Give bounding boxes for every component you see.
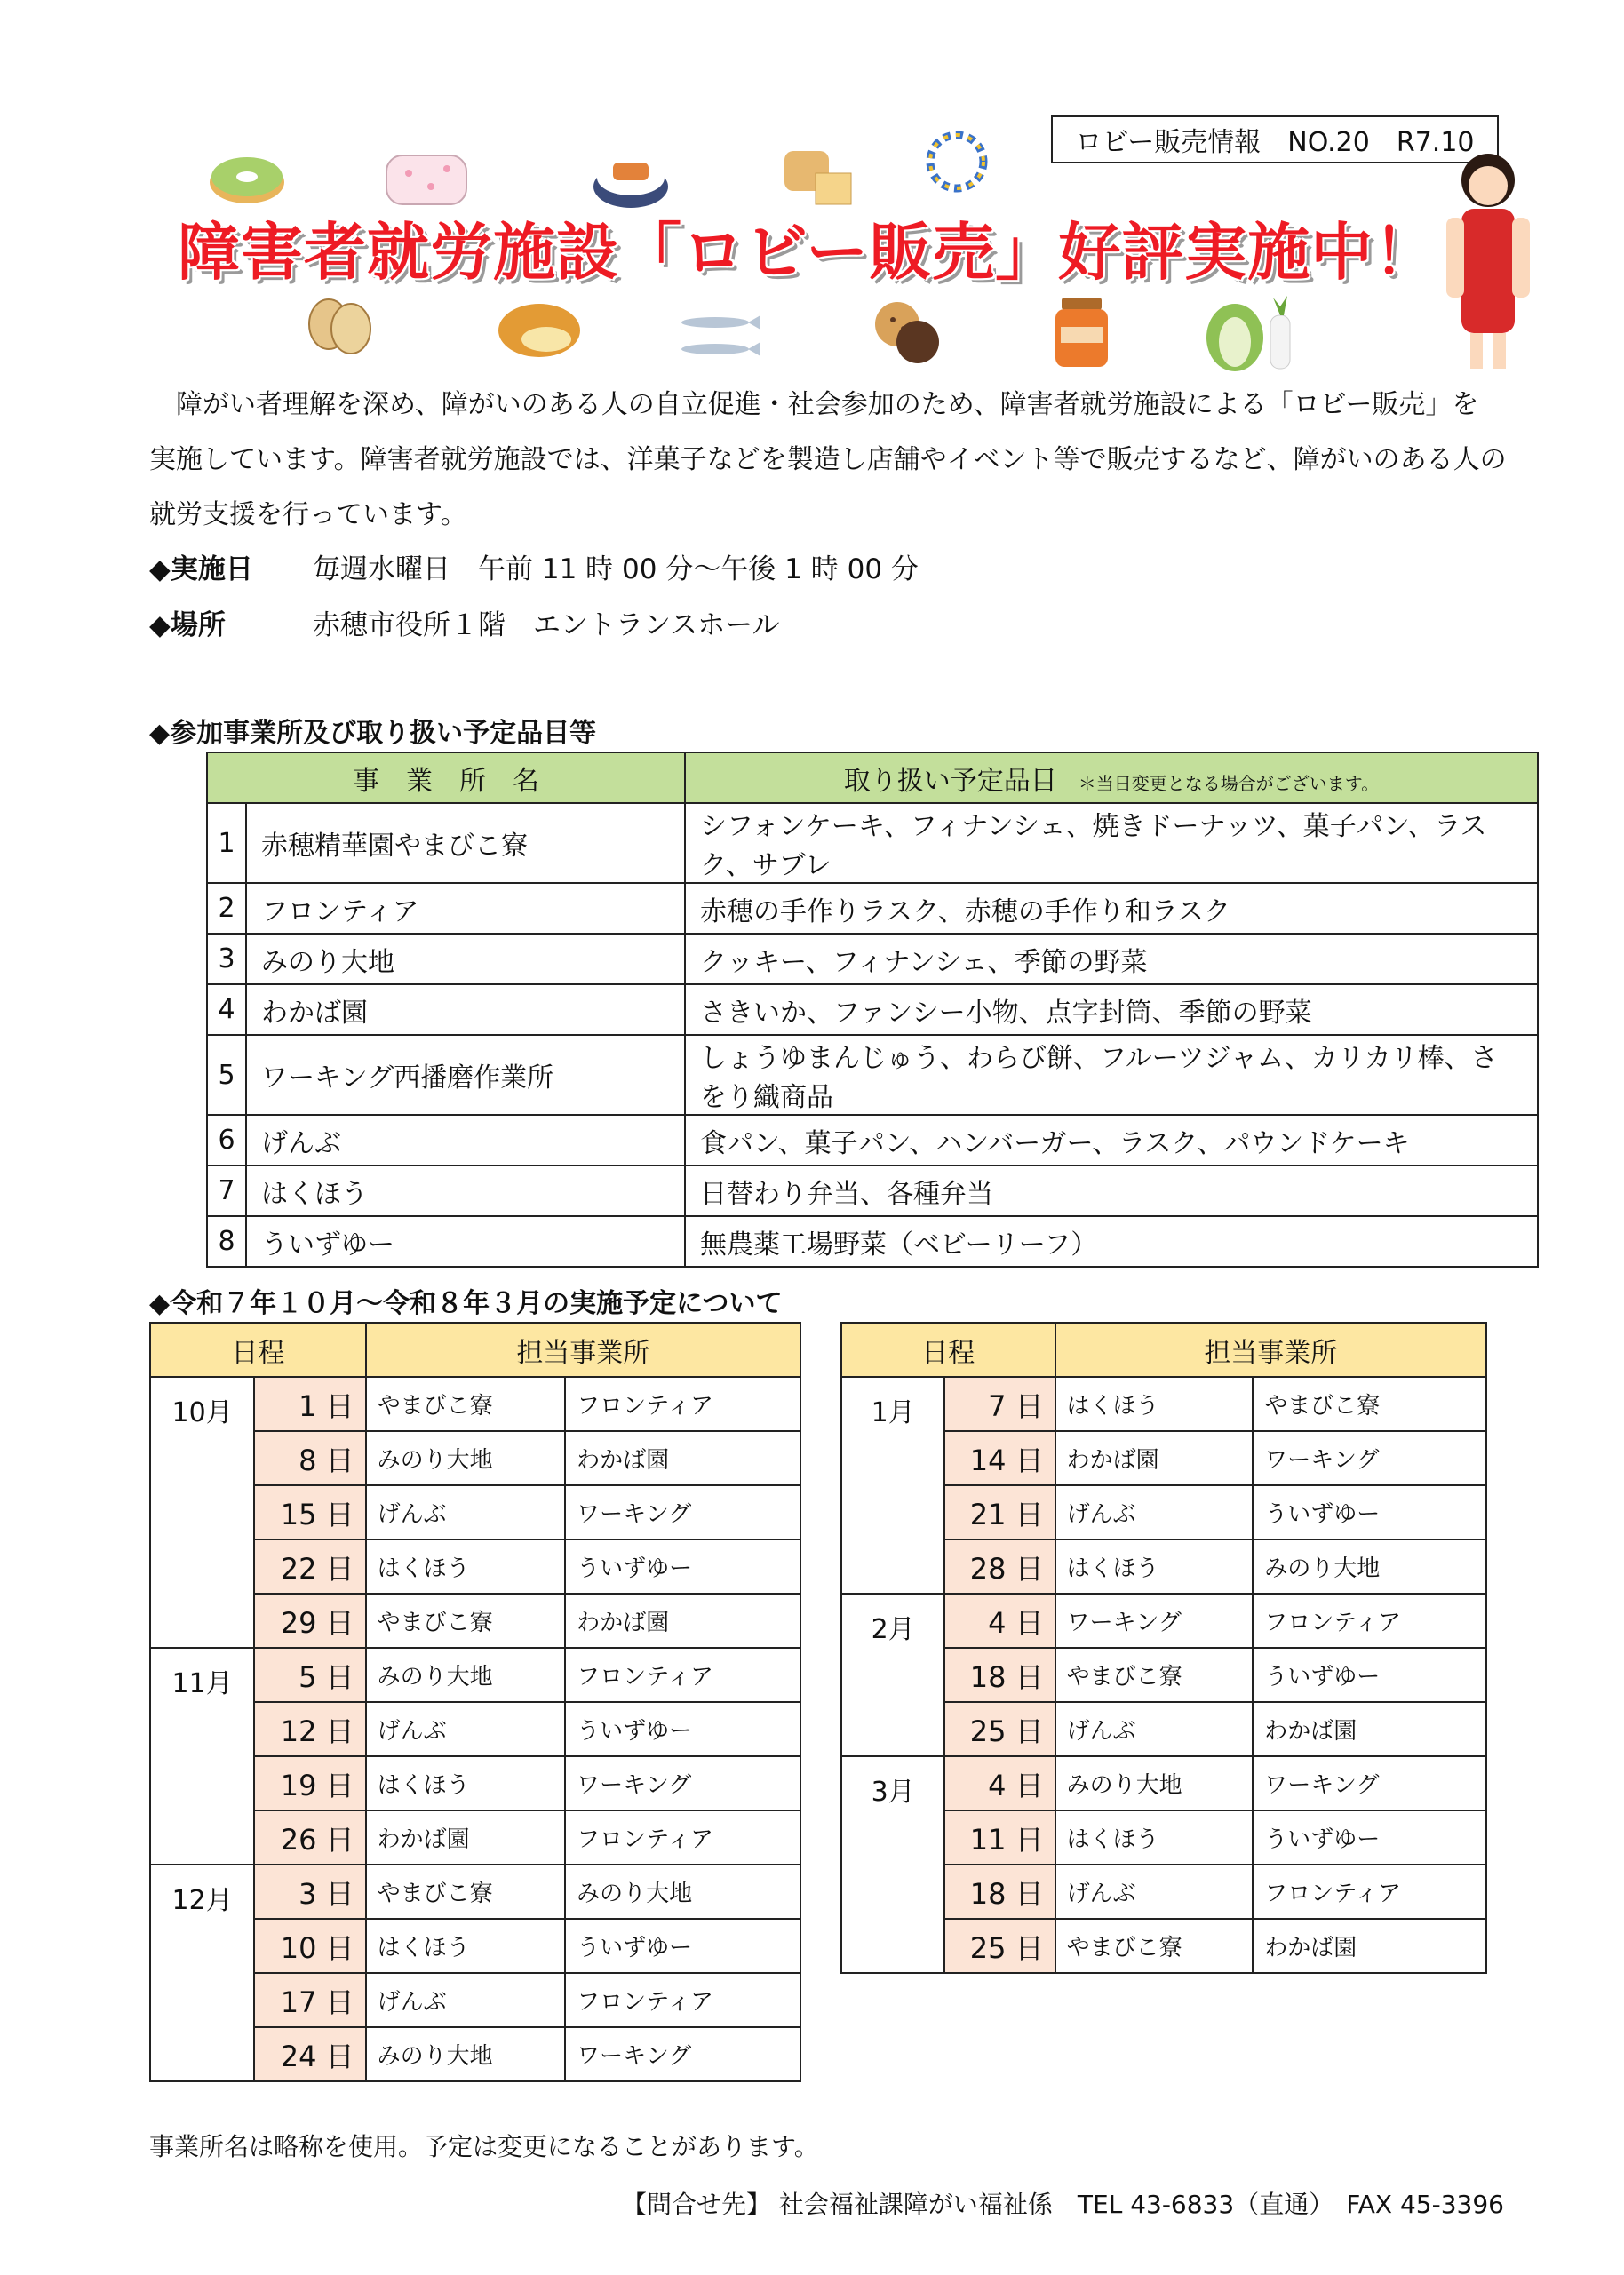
schedule-day: 28 日 bbox=[944, 1539, 1055, 1594]
schedule-day: 3 日 bbox=[254, 1865, 365, 1919]
schedule-row bbox=[150, 1865, 800, 1919]
vendor-row bbox=[207, 1115, 1538, 1165]
vendor-number: 4 bbox=[207, 984, 246, 1035]
vendor-row bbox=[207, 883, 1538, 934]
schedule-day: 10 日 bbox=[254, 1919, 365, 1973]
items-header-label: 取り扱い予定品目 bbox=[843, 765, 1057, 797]
vendor-items: しょうゆまんじゅう、わらび餅、フルーツジャム、カリカリ棒、さをり織商品 bbox=[685, 1035, 1538, 1115]
schedule-day: 17 日 bbox=[254, 1973, 365, 2027]
schedule-day: 24 日 bbox=[254, 2027, 365, 2081]
schedule-facility-b: みのり大地 bbox=[565, 1865, 800, 1919]
vendor-name: げんぶ bbox=[246, 1115, 685, 1165]
schedule-facility-b: ういずゆー bbox=[565, 1919, 800, 1973]
issue-info: ロビー販売情報 NO.20 R7.10 bbox=[1051, 115, 1499, 163]
schedule-day: 18 日 bbox=[944, 1648, 1055, 1702]
schedule-facility-a: はくほう bbox=[366, 1919, 565, 1973]
schedule-month: 11月 bbox=[150, 1648, 254, 1865]
schedule-facility-b: ワーキング bbox=[565, 1756, 800, 1810]
vendor-name-header: 事 業 所 名 bbox=[207, 752, 685, 803]
schedule-facility-b: ワーキング bbox=[565, 2027, 800, 2081]
shop-clerk-icon bbox=[1439, 147, 1537, 378]
vendor-items: 無農薬工場野菜（ベビーリーフ） bbox=[685, 1216, 1538, 1267]
intro-text bbox=[149, 378, 1535, 543]
schedule-facility-b: ういずゆー bbox=[1253, 1810, 1486, 1865]
vendor-row bbox=[207, 1165, 1538, 1216]
schedule-facility-a: げんぶ bbox=[366, 1702, 565, 1756]
vendor-row bbox=[207, 803, 1538, 883]
schedule-facility-a: やまびこ寮 bbox=[366, 1377, 565, 1431]
schedule-facility-a: ワーキング bbox=[1055, 1594, 1254, 1648]
schedule-day: 18 日 bbox=[944, 1865, 1055, 1919]
schedule-facility-a: みのり大地 bbox=[1055, 1756, 1254, 1810]
schedule-facility-b: みのり大地 bbox=[1253, 1539, 1486, 1594]
vendor-name: 赤穂精華園やまびこ寮 bbox=[246, 803, 685, 883]
schedule-facility-b: わかば園 bbox=[565, 1431, 800, 1485]
vendor-items: クッキー、フィナンシェ、季節の野菜 bbox=[685, 934, 1538, 984]
vendor-row bbox=[207, 1035, 1538, 1115]
schedule-facility-a: やまびこ寮 bbox=[366, 1865, 565, 1919]
schedule-facility-b: フロンティア bbox=[565, 1377, 800, 1431]
place-value: 赤穂市役所１階 エントランスホール bbox=[313, 609, 780, 641]
schedule-day: 25 日 bbox=[944, 1702, 1055, 1756]
schedule-facility-b: ういずゆー bbox=[565, 1702, 800, 1756]
schedule-facility-a: げんぶ bbox=[1055, 1865, 1254, 1919]
schedule-day: 4 日 bbox=[944, 1594, 1055, 1648]
vendor-name: フロンティア bbox=[246, 883, 685, 934]
schedule-day: 14 日 bbox=[944, 1431, 1055, 1485]
schedule-facility-a: はくほう bbox=[366, 1756, 565, 1810]
schedule-facility-a: はくほう bbox=[366, 1539, 565, 1594]
vendor-items: さきいか、ファンシー小物、点字封筒、季節の野菜 bbox=[685, 984, 1538, 1035]
schedule-facility-a: はくほう bbox=[1055, 1377, 1254, 1431]
schedule-facility-b: ういずゆー bbox=[1253, 1485, 1486, 1539]
bracelet-icon bbox=[919, 124, 995, 200]
footer-note: 事業所名は略称を使用。予定は変更になることがあります。 bbox=[149, 2132, 819, 2161]
schedule-day: 15 日 bbox=[254, 1485, 365, 1539]
schedule-month: 12月 bbox=[150, 1865, 254, 2081]
vegetable-icon bbox=[1195, 293, 1310, 373]
schedule-facility-b: ワーキング bbox=[565, 1485, 800, 1539]
vendors-heading: ◆参加事業所及び取り扱い予定品目等 bbox=[149, 718, 597, 749]
vendor-items: シフォンケーキ、フィナンシェ、焼きドーナッツ、菓子パン、ラスク、サブレ bbox=[685, 803, 1538, 883]
vendor-number: 8 bbox=[207, 1216, 246, 1267]
schedule-day: 26 日 bbox=[254, 1810, 365, 1865]
vendor-row bbox=[207, 1216, 1538, 1267]
schedule-facility-a: わかば園 bbox=[366, 1810, 565, 1865]
schedule-facility-a: みのり大地 bbox=[366, 1431, 565, 1485]
vendor-name: はくほう bbox=[246, 1165, 685, 1216]
vendor-items-header bbox=[685, 752, 1538, 803]
schedule-facility-b: フロンティア bbox=[565, 1648, 800, 1702]
vendor-number: 6 bbox=[207, 1115, 246, 1165]
schedule-heading: ◆令和７年１０月～令和８年３月の実施予定について bbox=[149, 1288, 783, 1319]
schedule-row bbox=[841, 1756, 1486, 1810]
schedule-facility-b: フロンティア bbox=[565, 1810, 800, 1865]
schedule-facility-b: フロンティア bbox=[1253, 1865, 1486, 1919]
schedule-day: 4 日 bbox=[944, 1756, 1055, 1810]
schedule-day: 11 日 bbox=[944, 1810, 1055, 1865]
vendor-items: 赤穂の手作りラスク、赤穂の手作り和ラスク bbox=[685, 883, 1538, 934]
schedule-facility-a: はくほう bbox=[1055, 1539, 1254, 1594]
schedule-facility-b: ワーキング bbox=[1253, 1431, 1486, 1485]
schedule-facility-a: みのり大地 bbox=[366, 1648, 565, 1702]
contact-info: 【問合せ先】 社会福祉課障がい福祉係 TEL 43-6833（直通） FAX 45-3396 bbox=[622, 2190, 1504, 2219]
vendor-name: ういずゆー bbox=[246, 1216, 685, 1267]
schedule-day: 25 日 bbox=[944, 1919, 1055, 1973]
vendor-number: 2 bbox=[207, 883, 246, 934]
intro-line: 就労支援を行っています。 bbox=[149, 499, 467, 530]
cake-icon bbox=[771, 133, 860, 213]
date-header: 日程 bbox=[150, 1323, 366, 1377]
schedule-month: 10月 bbox=[150, 1377, 254, 1648]
vendor-number: 5 bbox=[207, 1035, 246, 1115]
date-label: ◆実施日 bbox=[149, 553, 253, 585]
vendor-number: 3 bbox=[207, 934, 246, 984]
vendor-name: みのり大地 bbox=[246, 934, 685, 984]
schedule-facility-a: げんぶ bbox=[1055, 1485, 1254, 1539]
fish-icon bbox=[675, 306, 764, 369]
cookie-icon bbox=[866, 293, 946, 369]
schedule-facility-a: やまびこ寮 bbox=[1055, 1919, 1254, 1973]
schedule-row bbox=[150, 1377, 800, 1431]
vendor-name: わかば園 bbox=[246, 984, 685, 1035]
schedule-facility-a: やまびこ寮 bbox=[1055, 1648, 1254, 1702]
schedule-table-right bbox=[840, 1322, 1487, 1974]
schedule-month: 3月 bbox=[841, 1756, 944, 1973]
schedule-facility-b: やまびこ寮 bbox=[1253, 1377, 1486, 1431]
schedule-facility-b: わかば園 bbox=[565, 1594, 800, 1648]
facility-header: 担当事業所 bbox=[1055, 1323, 1486, 1377]
donut-icon bbox=[203, 138, 291, 209]
vendor-items: 食パン、菓子パン、ハンバーガー、ラスク、パウンドケーキ bbox=[685, 1115, 1538, 1165]
schedule-table-left bbox=[149, 1322, 801, 2082]
schedule-day: 5 日 bbox=[254, 1648, 365, 1702]
schedule-day: 29 日 bbox=[254, 1594, 365, 1648]
vendor-number: 7 bbox=[207, 1165, 246, 1216]
schedule-facility-a: げんぶ bbox=[366, 1485, 565, 1539]
schedule-facility-b: フロンティア bbox=[1253, 1594, 1486, 1648]
vendor-row bbox=[207, 984, 1538, 1035]
schedule-facility-a: げんぶ bbox=[1055, 1702, 1254, 1756]
schedule-facility-b: わかば園 bbox=[1253, 1702, 1486, 1756]
schedule-facility-a: はくほう bbox=[1055, 1810, 1254, 1865]
page-title: 障害者就労施設「ロビー販売」好評実施中！ bbox=[178, 216, 1437, 289]
items-header-note: ＊当日変更となる場合がございます。 bbox=[1078, 772, 1380, 794]
schedule-facility-a: やまびこ寮 bbox=[366, 1594, 565, 1648]
intro-line: 実施しています。障害者就労施設では、洋菓子などを製造し店舗やイベント等で販売するなど、障がいのある人の bbox=[149, 444, 1507, 475]
place-label: ◆場所 bbox=[149, 609, 226, 641]
schedule-day: 7 日 bbox=[944, 1377, 1055, 1431]
schedule-facility-a: わかば園 bbox=[1055, 1431, 1254, 1485]
rusk-icon bbox=[302, 289, 378, 364]
vendor-items: 日替わり弁当、各種弁当 bbox=[685, 1165, 1538, 1216]
schedule-day: 19 日 bbox=[254, 1756, 365, 1810]
schedule-facility-a: みのり大地 bbox=[366, 2027, 565, 2081]
schedule-facility-b: ワーキング bbox=[1253, 1756, 1486, 1810]
schedule-day: 21 日 bbox=[944, 1485, 1055, 1539]
schedule-row bbox=[841, 1594, 1486, 1648]
schedule-row bbox=[150, 1648, 800, 1702]
schedule-month: 2月 bbox=[841, 1594, 944, 1756]
schedule-facility-b: フロンティア bbox=[565, 1973, 800, 2027]
bread-icon bbox=[493, 293, 586, 369]
schedule-facility-b: ういずゆー bbox=[565, 1539, 800, 1594]
schedule-facility-a: げんぶ bbox=[366, 1973, 565, 2027]
intro-line: 障がい者理解を深め、障がいのある人の自立促進・社会参加のため、障害者就労施設による「ロビー販売」を bbox=[149, 389, 1479, 420]
schedule-day: 22 日 bbox=[254, 1539, 365, 1594]
schedule-day: 1 日 bbox=[254, 1377, 365, 1431]
vendor-name: ワーキング西播磨作業所 bbox=[246, 1035, 685, 1115]
facility-header: 担当事業所 bbox=[366, 1323, 800, 1377]
vendors-table bbox=[206, 752, 1539, 1268]
schedule-facility-b: ういずゆー bbox=[1253, 1648, 1486, 1702]
schedule-month: 1月 bbox=[841, 1377, 944, 1594]
date-value: 毎週水曜日 午前 11 時 00 分～午後 1 時 00 分 bbox=[313, 553, 919, 585]
vendor-number: 1 bbox=[207, 803, 246, 883]
schedule-day: 8 日 bbox=[254, 1431, 365, 1485]
schedule-facility-b: わかば園 bbox=[1253, 1919, 1486, 1973]
schedule-day: 12 日 bbox=[254, 1702, 365, 1756]
vendor-row bbox=[207, 934, 1538, 984]
schedule-row bbox=[841, 1377, 1486, 1431]
date-header: 日程 bbox=[841, 1323, 1055, 1377]
jam-icon bbox=[1048, 293, 1115, 373]
